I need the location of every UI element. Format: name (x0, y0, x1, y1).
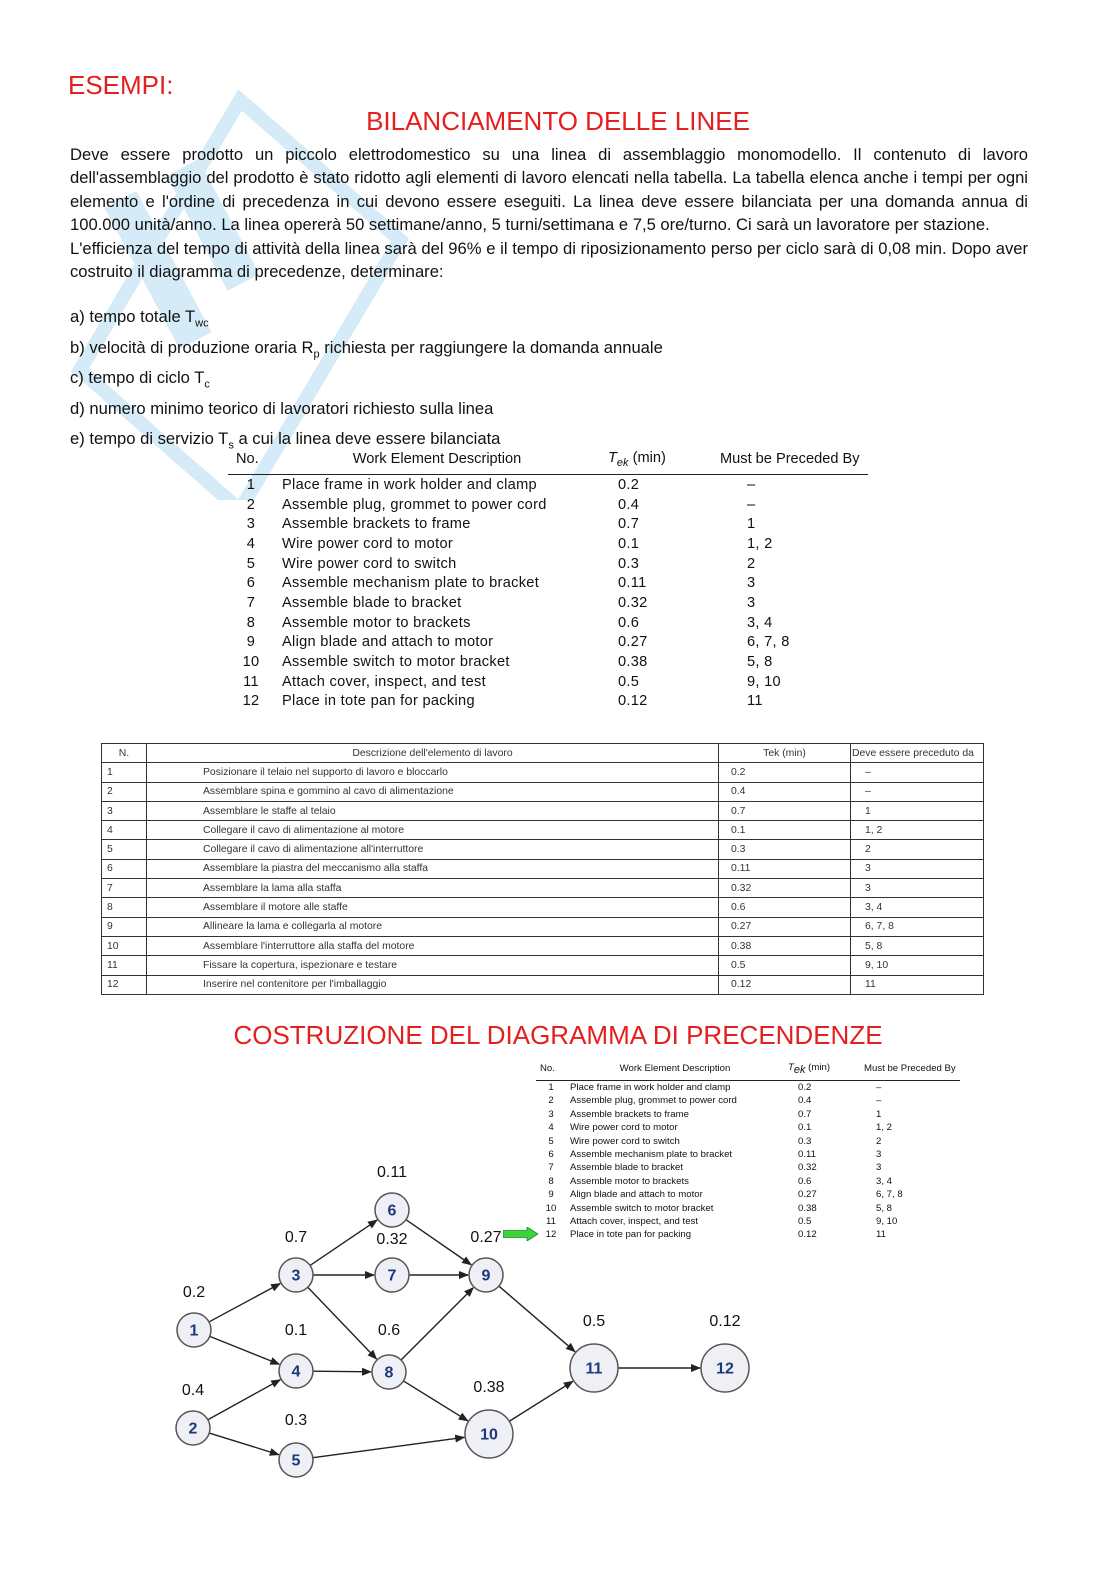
cell-desc: Assemble motor to brackets (282, 614, 471, 631)
edge-8-9 (401, 1288, 473, 1360)
cell-t: 0.5 (618, 673, 640, 690)
node-time-label: 0.27 (470, 1229, 502, 1246)
table-row (228, 534, 868, 554)
cell-no: 10 (242, 654, 260, 671)
cell-pre: 3 (876, 1149, 882, 1161)
cell-desc: Align blade and attach to motor (570, 1189, 703, 1201)
node-4 (279, 1322, 313, 1388)
intro-text (70, 143, 1028, 283)
cell-desc: Assemblare la piastra del meccanismo alla staffa (147, 859, 719, 878)
table-row (536, 1121, 960, 1134)
cell-t: 0.38 (618, 654, 648, 671)
table-row (102, 975, 984, 994)
cell-no: 11 (102, 956, 147, 975)
cell-pre: 9, 10 (851, 956, 984, 975)
col-no: N. (102, 744, 147, 763)
table-row (228, 495, 868, 515)
col-time: $T_{ek}$ (min) (600, 446, 692, 475)
node-time-label: 0.2 (182, 1284, 206, 1301)
edge-2-5 (209, 1433, 279, 1455)
cell-desc: Assemble brackets to frame (570, 1108, 689, 1120)
node-id-label: 8 (384, 1364, 394, 1382)
table-row (102, 917, 984, 936)
question-a: a) tempo totale $T_{wc}$ (70, 307, 209, 330)
table-row (102, 859, 984, 878)
node-2 (176, 1382, 210, 1445)
edge-10-11 (509, 1381, 573, 1421)
cell-pre: 2 (747, 555, 756, 572)
node-time-label: 0.12 (709, 1313, 741, 1330)
cell-t: 0.27 (798, 1189, 817, 1201)
table-row (102, 801, 984, 820)
table-row (102, 879, 984, 898)
cell-pre: 1 (851, 801, 984, 820)
cell-desc: Assemble brackets to frame (282, 516, 471, 533)
node-id-label: 5 (291, 1452, 301, 1470)
node-9 (469, 1229, 503, 1292)
cell-t: 0.12 (719, 975, 851, 994)
cell-pre: 2 (876, 1135, 882, 1147)
table-row (102, 956, 984, 975)
cell-no: 4 (548, 1122, 554, 1134)
cell-no: 8 (548, 1175, 554, 1187)
cell-pre: 3, 4 (851, 898, 984, 917)
node-10 (465, 1379, 513, 1458)
table-row (228, 475, 868, 495)
node-time-label: 0.3 (284, 1412, 308, 1429)
cell-no: 2 (548, 1095, 554, 1107)
cell-t: 0.38 (798, 1202, 817, 1214)
table-header-row (228, 446, 868, 475)
cell-desc: Assemble blade to bracket (282, 594, 462, 611)
cell-t: 0.7 (618, 516, 640, 533)
cell-pre: 3 (747, 594, 756, 611)
col-desc: Work Element Description (274, 446, 600, 475)
edge-8-10 (403, 1381, 467, 1421)
cell-no: 1 (246, 476, 256, 493)
cell-pre: 3, 4 (747, 614, 773, 631)
edge-1-3 (209, 1284, 280, 1322)
esempi-heading: ESEMPI: (68, 70, 174, 100)
cell-pre: 11 (851, 975, 984, 994)
table-row (228, 692, 868, 712)
cell-desc: Place frame in work holder and clamp (282, 476, 537, 493)
cell-desc: Inserire nel contenitore per l'imballaggio (147, 975, 719, 994)
cell-no: 4 (102, 821, 147, 840)
node-id-label: 2 (188, 1420, 198, 1438)
question-list (70, 305, 663, 458)
cell-t: 0.1 (798, 1122, 812, 1134)
table-row (228, 652, 868, 672)
cell-no: 5 (102, 840, 147, 859)
cell-desc: Assemble mechanism plate to bracket (570, 1149, 733, 1161)
question-d: d) numero minimo teorico di lavoratori richiesto sulla linea (70, 398, 494, 418)
cell-desc: Assemble plug, grommet to power cord (282, 496, 547, 513)
cell-pre: 6, 7, 8 (876, 1189, 903, 1201)
cell-no: 1 (548, 1082, 554, 1094)
edge-3-6 (310, 1220, 377, 1265)
cell-no: 4 (246, 535, 256, 552)
cell-no: 3 (548, 1108, 554, 1120)
cell-no: 11 (243, 673, 259, 690)
cell-t: 0.32 (618, 594, 648, 611)
cell-t: 0.2 (798, 1082, 812, 1094)
table-row (102, 821, 984, 840)
cell-desc: Attach cover, inspect, and test (282, 673, 486, 690)
col-no: No. (228, 446, 274, 475)
cell-pre: 5, 8 (747, 654, 773, 671)
work-element-table-en (228, 446, 868, 711)
cell-t: 0.38 (719, 936, 851, 955)
cell-t: 0.6 (618, 614, 640, 631)
cell-t: 0.27 (618, 634, 648, 651)
cell-pre: 9, 10 (747, 673, 781, 690)
node-7 (375, 1231, 409, 1292)
cell-t: 0.6 (719, 898, 851, 917)
table-row (536, 1094, 960, 1107)
cell-no: 2 (246, 496, 256, 513)
table-row (536, 1134, 960, 1147)
table-row (102, 936, 984, 955)
cell-pre: 6, 7, 8 (851, 917, 984, 936)
table-row (228, 593, 868, 613)
table-row (228, 633, 868, 653)
cell-pre: 1, 2 (747, 535, 773, 552)
node-id-label: 7 (387, 1267, 397, 1285)
cell-pre: – (876, 1082, 882, 1094)
node-time-label: 0.1 (284, 1322, 308, 1339)
cell-t: 0.3 (798, 1135, 812, 1147)
cell-desc: Assemblare la lama alla staffa (147, 879, 719, 898)
cell-desc: Posizionare il telaio nel supporto di lavoro e bloccarlo (147, 763, 719, 782)
cell-no: 10 (102, 936, 147, 955)
cell-t: 0.2 (618, 476, 640, 493)
cell-t: 0.7 (798, 1108, 812, 1120)
cell-pre: 5, 8 (876, 1202, 893, 1214)
cell-desc: Collegare il cavo di alimentazione al motore (147, 821, 719, 840)
table-row (536, 1108, 960, 1121)
cell-desc: Assemble plug, grommet to power cord (570, 1095, 737, 1107)
cell-pre: 5, 8 (851, 936, 984, 955)
node-time-label: 0.32 (376, 1231, 408, 1248)
question-e: e) tempo di servizio $T_s$ a cui la linea deve essere bilanciata (70, 429, 501, 452)
node-id-label: 4 (291, 1363, 301, 1381)
cell-desc: Place frame in work holder and clamp (570, 1082, 731, 1094)
edge-5-10 (313, 1437, 464, 1457)
cell-no: 9 (102, 917, 147, 936)
cell-pre: 1, 2 (851, 821, 984, 840)
cell-t: 0.11 (798, 1149, 816, 1161)
cell-desc: Assemble switch to motor bracket (570, 1202, 714, 1214)
cell-no: 10 (545, 1202, 557, 1214)
cell-no: 5 (246, 555, 256, 572)
node-5 (279, 1412, 313, 1477)
cell-desc: Wire power cord to motor (570, 1122, 678, 1134)
cell-t: 0.1 (719, 821, 851, 840)
cell-pre: 1 (876, 1108, 882, 1120)
col-preceded: Deve essere preceduto da (851, 744, 984, 763)
cell-no: 12 (102, 975, 147, 994)
col-no: No. (536, 1060, 566, 1080)
col-desc: Descrizione dell'elemento di lavoro (147, 744, 719, 763)
cell-t: 0.5 (719, 956, 851, 975)
cell-t: 0.12 (798, 1229, 817, 1241)
cell-pre: – (747, 496, 756, 513)
cell-no: 11 (546, 1216, 556, 1227)
cell-pre: – (851, 782, 984, 801)
cell-t: 0.4 (798, 1095, 812, 1107)
cell-pre: 2 (851, 840, 984, 859)
cell-t: 0.1 (618, 535, 640, 552)
cell-pre: 1, 2 (876, 1122, 893, 1134)
edge-4-8 (313, 1371, 371, 1372)
cell-pre: 11 (876, 1229, 886, 1241)
cell-desc: Collegare il cavo di alimentazione all'interruttore (147, 840, 719, 859)
table-row (102, 840, 984, 859)
cell-no: 9 (246, 634, 256, 651)
precedence-diagram (160, 1160, 780, 1490)
cell-pre: – (747, 476, 756, 493)
cell-no: 6 (548, 1149, 554, 1161)
cell-no: 2 (102, 782, 147, 801)
question-b: b) velocità di produzione oraria $R_p$ richiesta per raggiungere la domanda annuale (70, 337, 663, 360)
cell-pre: – (876, 1095, 882, 1107)
page-title: BILANCIAMENTO DELLE LINEE (366, 106, 750, 136)
question-c: c) tempo di ciclo $T_c$ (70, 368, 210, 391)
cell-desc: Assemblare le staffe al telaio (147, 801, 719, 820)
cell-pre: 3 (876, 1162, 882, 1174)
node-1 (177, 1284, 211, 1347)
edge-1-4 (210, 1336, 280, 1364)
node-11 (570, 1313, 618, 1392)
col-preceded: Must be Preceded By (692, 446, 868, 475)
cell-desc: Assemblare il motore alle staffe (147, 898, 719, 917)
node-8 (372, 1322, 406, 1389)
edge-9-11 (499, 1286, 575, 1352)
cell-t: 0.11 (618, 575, 647, 592)
cell-t: 0.6 (798, 1175, 812, 1187)
node-time-label: 0.38 (473, 1379, 505, 1396)
table-row (102, 763, 984, 782)
table-row (228, 573, 868, 593)
cell-desc: Assemble mechanism plate to bracket (282, 575, 540, 592)
cell-t: 0.7 (719, 801, 851, 820)
cell-desc: Assemble motor to brackets (570, 1175, 689, 1187)
cell-t: 0.5 (798, 1216, 812, 1227)
cell-t: 0.4 (719, 782, 851, 801)
cell-desc: Align blade and attach to motor (282, 634, 494, 651)
cell-pre: – (851, 763, 984, 782)
cell-t: 0.2 (719, 763, 851, 782)
cell-desc: Assemble switch to motor bracket (282, 654, 510, 671)
cell-desc: Fissare la copertura, ispezionare e testare (147, 956, 719, 975)
table-header-row (102, 744, 984, 763)
table-row (228, 672, 868, 692)
node-time-label: 0.6 (377, 1322, 401, 1339)
cell-no: 6 (102, 859, 147, 878)
node-6 (375, 1164, 409, 1227)
cell-pre: 3 (851, 879, 984, 898)
node-id-label: 1 (189, 1322, 199, 1340)
node-time-label: 0.7 (284, 1229, 308, 1246)
cell-t: 0.3 (719, 840, 851, 859)
cell-no: 7 (102, 879, 147, 898)
edge-2-4 (208, 1380, 280, 1420)
node-id-label: 6 (387, 1202, 397, 1220)
cell-pre: 3 (747, 575, 756, 592)
col-time: Tek (min) (719, 744, 851, 763)
edge-6-9 (406, 1220, 471, 1265)
node-id-label: 3 (291, 1267, 301, 1285)
cell-no: 5 (548, 1135, 554, 1147)
cell-no: 7 (246, 594, 256, 611)
cell-no: 1 (102, 763, 147, 782)
cell-pre: 1 (747, 516, 756, 533)
cell-no: 8 (246, 614, 256, 631)
cell-pre: 3 (851, 859, 984, 878)
cell-t: 0.3 (618, 555, 640, 572)
node-id-label: 11 (585, 1360, 603, 1378)
cell-no: 3 (246, 516, 256, 533)
cell-pre: 9, 10 (876, 1216, 898, 1227)
table-row (228, 514, 868, 534)
cell-t: 0.12 (618, 693, 648, 710)
col-desc: Work Element Description (566, 1060, 784, 1080)
cell-desc: Wire power cord to switch (282, 555, 457, 572)
table-row (228, 554, 868, 574)
node-id-label: 9 (481, 1267, 491, 1285)
cell-t: 0.32 (798, 1162, 817, 1174)
cell-no: 9 (548, 1189, 554, 1201)
cell-desc: Wire power cord to motor (282, 535, 454, 552)
table-header-row (536, 1060, 960, 1080)
cell-pre: 3, 4 (876, 1175, 893, 1187)
cell-desc: Attach cover, inspect, and test (570, 1216, 698, 1227)
cell-desc: Assemblare spina e gommino al cavo di alimentazione (147, 782, 719, 801)
node-time-label: 0.4 (181, 1382, 205, 1399)
table-row (102, 898, 984, 917)
cell-no: 12 (242, 693, 260, 710)
cell-t: 0.32 (719, 879, 851, 898)
node-id-label: 10 (480, 1426, 498, 1444)
diagram-title: COSTRUZIONE DEL DIAGRAMMA DI PRECENDENZE (233, 1020, 883, 1050)
cell-desc: Assemble blade to bracket (570, 1162, 684, 1174)
cell-t: 0.11 (719, 859, 851, 878)
intro-paragraph-1: Deve essere prodotto un piccolo elettrodomestico su una linea di assemblaggio monomodello. Il contenuto di lavoro dell'assemblaggio del prodotto è stato ridotto agli elementi di lavoro elencati nella tabella. La tabella elenca anche i tempi per ogni elemento e l'ordine di precedenza in cui devono essere eseguiti. La linea deve essere bilanciata per una domanda annua di 100.000 unità/anno. La linea opererà 50 settimane/anno, 5 turni/settimana e 7,5 ore/turno. Ci sarà un lavoratore per stazione. (70, 145, 1028, 235)
cell-desc: Allineare la lama e collegarla al motore (147, 917, 719, 936)
node-id-label: 12 (716, 1360, 734, 1378)
cell-t: 0.27 (719, 917, 851, 936)
table-row (102, 782, 984, 801)
edge-3-8 (308, 1287, 377, 1359)
cell-desc: Assemblare l'interruttore alla staffa del motore (147, 936, 719, 955)
table-row (228, 613, 868, 633)
cell-pre: 11 (747, 693, 763, 710)
cell-no: 7 (548, 1162, 554, 1174)
cell-no: 6 (246, 575, 256, 592)
intro-paragraph-2: L'efficienza del tempo di attività della linea sarà del 96% e il tempo di riposizionamento perso per ciclo sarà di 0,08 min. Dopo aver costruito il diagramma di precedenze, determinare: (70, 238, 1028, 282)
node-12 (701, 1313, 749, 1392)
cell-no: 12 (545, 1229, 557, 1241)
cell-desc: Place in tote pan for packing (570, 1229, 692, 1241)
work-element-table-it (101, 743, 984, 995)
node-3 (279, 1229, 313, 1292)
node-time-label: 0.11 (377, 1164, 407, 1181)
table-row (536, 1080, 960, 1094)
cell-no: 8 (102, 898, 147, 917)
cell-desc: Place in tote pan for packing (282, 693, 475, 710)
cell-no: 3 (102, 801, 147, 820)
cell-desc: Wire power cord to switch (570, 1135, 680, 1147)
node-time-label: 0.5 (582, 1313, 606, 1330)
cell-pre: 6, 7, 8 (747, 634, 790, 651)
cell-t: 0.4 (618, 496, 640, 513)
col-preceded: Must be Preceded By (850, 1060, 960, 1080)
col-time: $T_{ek}$ (min) (784, 1060, 850, 1080)
